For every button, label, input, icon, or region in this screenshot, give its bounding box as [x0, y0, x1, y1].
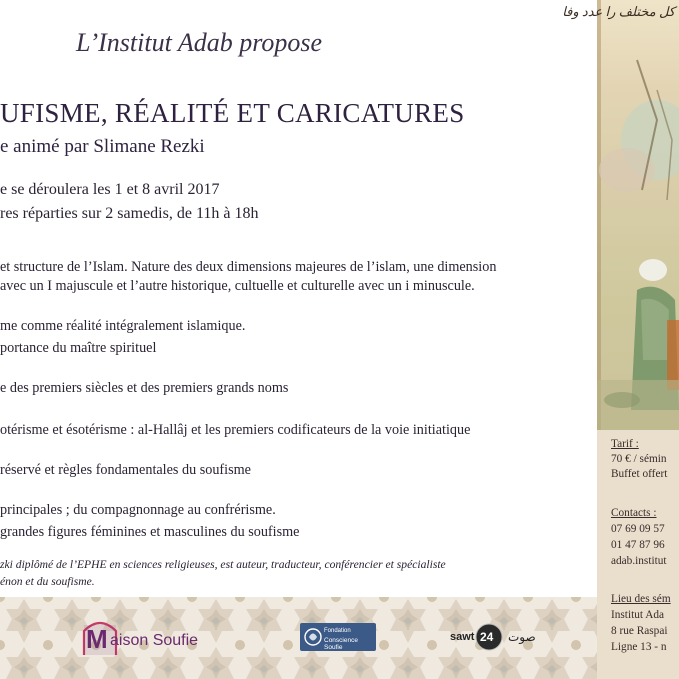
maison-soufie-m: M — [86, 624, 108, 654]
contact-email: adab.institut — [611, 555, 667, 567]
conscience-soufie-emblem — [304, 626, 322, 648]
tarif-price: 70 € / sémin — [611, 453, 667, 465]
lieu-label: Lieu des sém — [611, 593, 671, 605]
lieu-street: 8 rue Raspai — [611, 625, 668, 637]
tarif-buffet: Buffet offert — [611, 468, 668, 480]
program-item-6a: principales ; du compagnonnage au confrérisme. — [0, 502, 276, 518]
program-item-2a: me comme réalité intégralement islamique. — [0, 318, 246, 334]
lieu-metro: Ligne 13 - n — [611, 641, 667, 653]
seminar-subtitle: e animé par Slimane Rezki — [0, 136, 205, 157]
maison-soufie-logo — [80, 617, 220, 657]
program-item-6b: grandes figures féminines et masculines du soufisme — [0, 524, 300, 540]
contacts-label: Contacts : — [611, 507, 657, 519]
footer-logo-band — [0, 597, 598, 679]
sawt-24-logo — [450, 621, 550, 655]
speaker-bio-line2: énon et du soufisme. — [0, 575, 95, 588]
painting-calligraphy: کل مختلف را عدد وفا — [562, 4, 675, 19]
institute-tagline: L’Institut Adab propose — [76, 28, 323, 57]
persian-miniature-painting — [562, 0, 679, 430]
program-item-1a: et structure de l’Islam. Nature des deux dimensions majeures de l’islam, une dimension — [0, 259, 497, 275]
contact-phone-1: 07 69 09 57 — [611, 523, 665, 535]
sawt-number: 24 — [480, 630, 494, 644]
conscience-soufie-fondation: Fondation — [324, 628, 351, 634]
seminar-date: e se déroulera les 1 et 8 avril 2017 — [0, 181, 220, 198]
maison-soufie-label: aison Soufie — [110, 632, 199, 649]
tarif-label: Tarif : — [611, 438, 639, 450]
program-item-4: otérisme et ésotérisme : al-Hallâj et les premiers codificateurs de la voie initiatique — [0, 422, 471, 438]
conscience-soufie-label: Conscience Soufie — [324, 637, 358, 651]
program-item-2b: portance du maître spirituel — [0, 340, 157, 356]
program-item-5: réservé et règles fondamentales du soufisme — [0, 462, 251, 478]
sawt-right-label: صوت — [508, 630, 536, 644]
program-item-3: e des premiers siècles et des premiers grands noms — [0, 380, 289, 396]
seminar-schedule: res réparties sur 2 samedis, de 11h à 18h — [0, 205, 259, 222]
seminar-title: UFISME, RÉALITÉ ET CARICATURES — [0, 98, 465, 128]
conscience-soufie-logo — [300, 623, 376, 651]
info-side-panel — [597, 430, 679, 679]
contact-phone-2: 01 47 87 96 — [611, 539, 665, 551]
miniature-illustration — [562, 0, 679, 430]
sawt-left-label: sawt — [450, 631, 475, 643]
speaker-bio-line1: zki diplômé de l’EPHE en sciences religieuses, est auteur, traducteur, conférencier et spécialiste — [0, 558, 446, 571]
lieu-name: Institut Ada — [611, 609, 665, 621]
program-item-1b: avec un I majuscule et l’autre historique, cultuelle et culturelle avec un i minuscule. — [0, 278, 475, 294]
